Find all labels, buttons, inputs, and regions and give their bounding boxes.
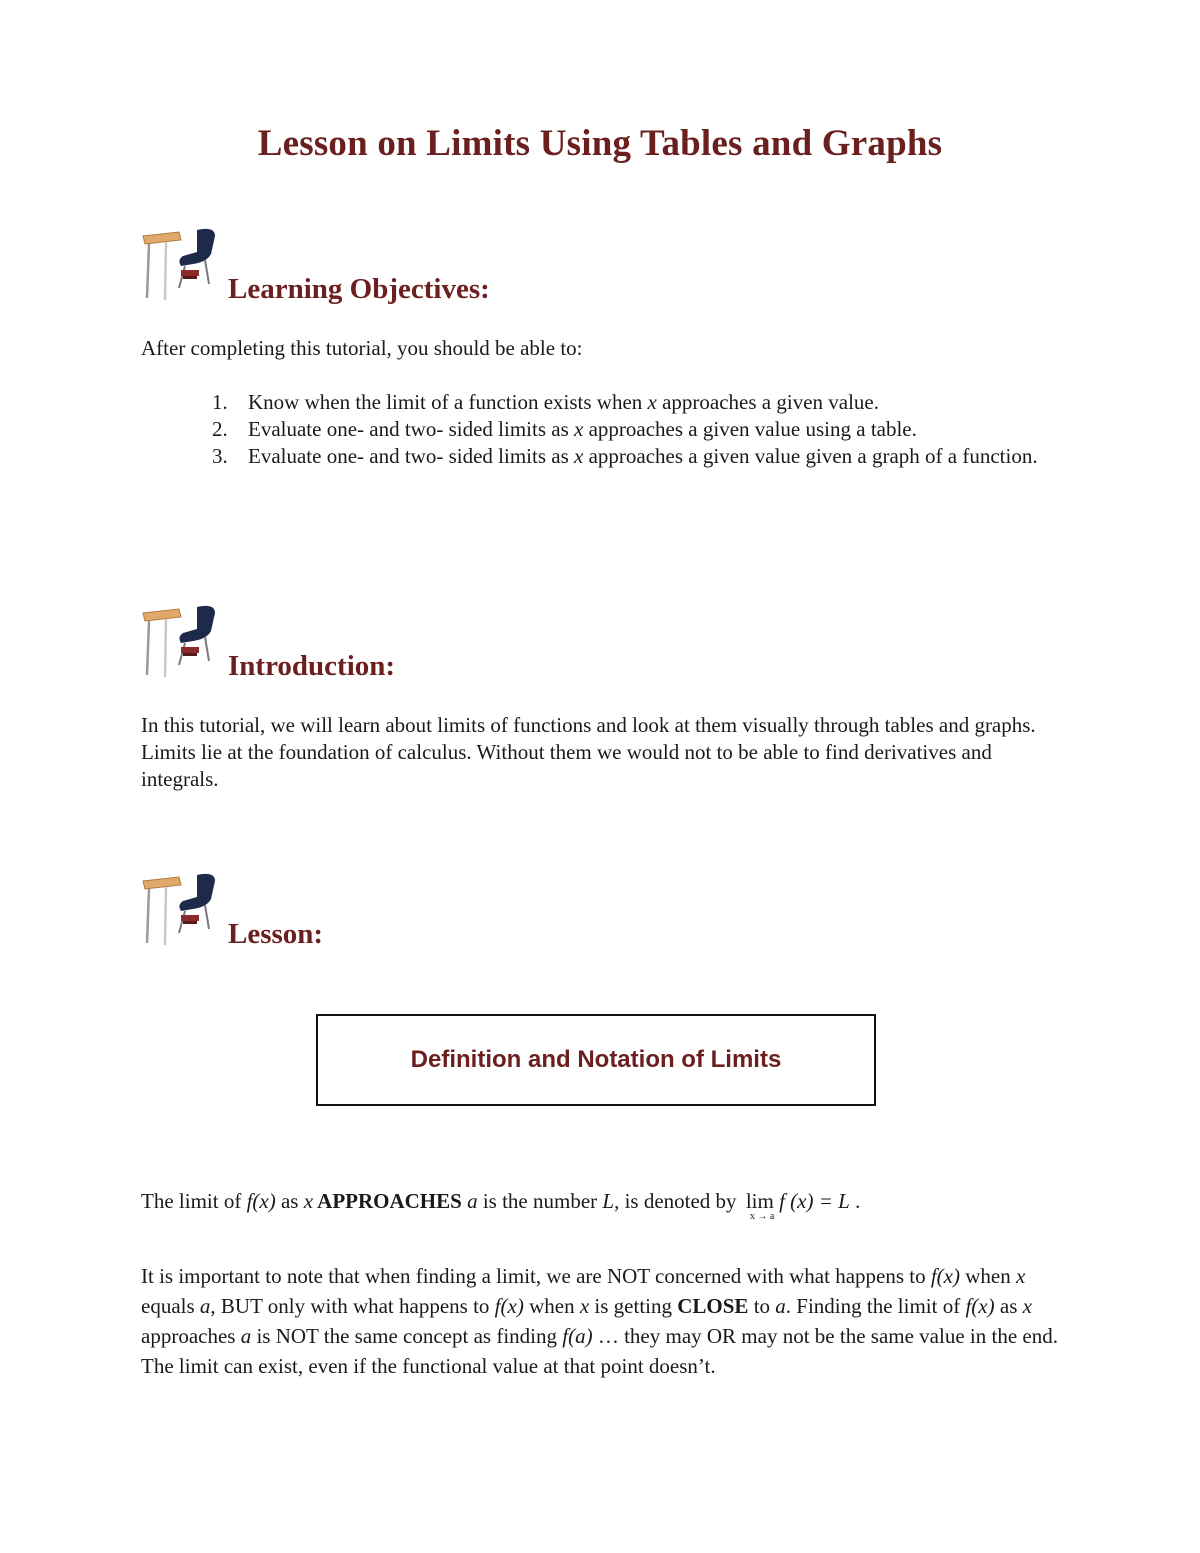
- math-var: x: [303, 1189, 314, 1213]
- math-var: L: [602, 1189, 615, 1213]
- list-text: approaches a given value using a table.: [583, 417, 917, 441]
- math-var: x: [579, 1294, 590, 1318]
- text: when: [960, 1264, 1016, 1288]
- list-text: Evaluate one- and two- sided limits as: [248, 417, 575, 441]
- math-expr: f(x): [494, 1294, 524, 1318]
- text: is the number: [477, 1189, 603, 1213]
- math-expr: f (x) = L: [773, 1189, 850, 1213]
- list-text: approaches a given value.: [656, 390, 879, 414]
- objectives-intro: After completing this tutorial, you should be able to:: [141, 336, 583, 360]
- page-title: Lesson on Limits Using Tables and Graphs: [257, 123, 943, 164]
- math-var: x: [1016, 1264, 1026, 1288]
- math-var: x: [574, 444, 584, 468]
- list-item: [141, 416, 1061, 443]
- emphasis: APPROACHES: [313, 1189, 468, 1213]
- school-desk-icon: [141, 871, 221, 947]
- text: equals: [141, 1294, 200, 1318]
- math-var: a: [775, 1294, 786, 1318]
- math-expr: f(x): [930, 1264, 960, 1288]
- lim-subscript: x → a: [749, 1211, 775, 1222]
- text: when: [523, 1294, 580, 1318]
- list-number: 2.: [212, 417, 228, 441]
- section-heading-learning-objectives: Learning Objectives:: [228, 273, 490, 305]
- introduction-text: In this tutorial, we will learn about limits of functions and look at them visually through tables and graphs. Limits lie at the foundation of calculus. Without them we would not to be able to find derivatives and integrals.: [141, 713, 1036, 791]
- list-item: [141, 443, 1061, 470]
- list-number: 1.: [212, 390, 228, 414]
- school-desk-icon: [141, 226, 221, 302]
- text: is getting: [589, 1294, 678, 1318]
- text: is NOT the same concept as finding: [251, 1324, 563, 1348]
- limit-note-paragraph: [141, 1261, 1061, 1381]
- text: .: [849, 1189, 861, 1213]
- math-expr: f(x): [965, 1294, 995, 1318]
- math-var: x: [574, 417, 584, 441]
- text: It is important to note that when finding a limit, we are NOT concerned with what happens to: [141, 1264, 931, 1288]
- list-text: approaches a given value given a graph of a function.: [583, 444, 1038, 468]
- text: as: [994, 1294, 1023, 1318]
- math-var: x: [647, 390, 657, 414]
- list-item: [141, 389, 1061, 416]
- text: , is denoted by: [614, 1189, 742, 1213]
- list-number: 3.: [212, 444, 228, 468]
- text: , BUT only with what happens to: [210, 1294, 495, 1318]
- math-expr: f(a): [562, 1324, 593, 1348]
- math-expr: f(x): [246, 1189, 276, 1213]
- definition-box: [316, 1014, 876, 1106]
- list-text: Evaluate one- and two- sided limits as: [248, 444, 575, 468]
- text: … they may OR may not be the same value in the end. The limit can exist, even if the functional value at that point doesn’t.: [141, 1324, 1058, 1378]
- math-var: a: [240, 1324, 252, 1348]
- list-text: Know when the limit of a function exists when: [248, 390, 648, 414]
- section-heading-introduction: Introduction:: [228, 650, 396, 682]
- text: approaches: [141, 1324, 241, 1348]
- definition-box-title: Definition and Notation of Limits: [410, 1046, 782, 1073]
- lim-word: lim: [745, 1189, 774, 1213]
- text: The limit of: [141, 1189, 247, 1213]
- math-var: a: [467, 1189, 478, 1213]
- text: . Finding the limit of: [785, 1294, 966, 1318]
- school-desk-icon: [141, 603, 221, 679]
- section-heading-lesson: Lesson:: [228, 918, 324, 950]
- text: as: [275, 1189, 304, 1213]
- limit-definition: [141, 1189, 861, 1222]
- math-var: a: [199, 1294, 211, 1318]
- limit-notation: [745, 1189, 775, 1222]
- objectives-list: [141, 389, 1061, 470]
- emphasis: CLOSE: [677, 1294, 749, 1318]
- math-var: x: [1022, 1294, 1032, 1318]
- text: to: [748, 1294, 776, 1318]
